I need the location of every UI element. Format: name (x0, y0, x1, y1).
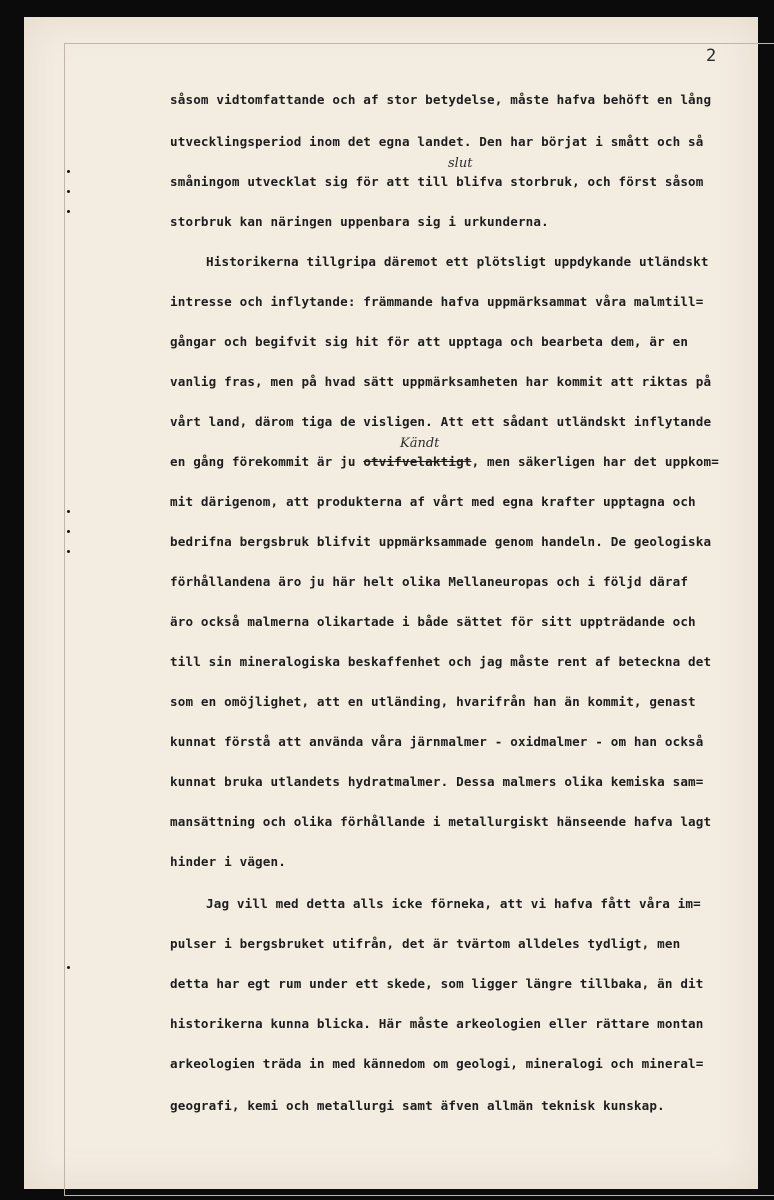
text-line-16: som en omöjlighet, att en utländing, hvarifrån han än kommit, genast (170, 694, 696, 709)
text-line-18: kunnat bruka utlandets hydratmalmer. Dessa malmers olika kemiska sam= (170, 774, 704, 789)
handwritten-insertion-kandt: Kändt (400, 436, 440, 451)
text-line-12: bedrifna bergsbruk blifvit uppmärksammade genom handeln. De geologiska (170, 534, 712, 549)
margin-mark (67, 170, 70, 173)
text-line-13: förhållandena äro ju här helt olika Mellaneuropas och i följd däraf (170, 574, 689, 589)
text-line-8: vanlig fras, men på hvad sätt uppmärksamheten har kommit att riktas på (170, 374, 712, 389)
margin-mark (67, 966, 70, 969)
text-line-20: hinder i vägen. (170, 854, 286, 869)
margin-mark (67, 550, 70, 553)
page-number: 2 (706, 46, 717, 66)
text-line-22: pulser i bergsbruket utifrån, det är tvärtom alldeles tydligt, men (170, 936, 681, 951)
text-line-14: äro också malmerna olikartade i både sättet för sitt uppträdande och (170, 614, 696, 629)
text-line-7: gångar och begifvit sig hit för att upptaga och bearbeta dem, är en (170, 334, 689, 349)
text-line-24: historikerna kunna blicka. Här måste arkeologien eller rättare montan (170, 1016, 704, 1031)
text-line-17: kunnat förstå att använda våra järnmalmer - oxidmalmer - om han också (170, 734, 704, 749)
margin-mark (67, 530, 70, 533)
text-line-19: mansättning och olika förhållande i metallurgiskt hänseende hafva lagt (170, 814, 712, 829)
handwritten-insertion-slut: slut (448, 156, 473, 171)
text-line-26: geografi, kemi och metallurgi samt äfven allmän teknisk kunskap. (170, 1098, 665, 1113)
text-line-10 (170, 454, 719, 469)
text-line-23: detta har egt rum under ett skede, som ligger längre tillbaka, än dit (170, 976, 704, 991)
margin-mark (67, 190, 70, 193)
text-line-2: utvecklingsperiod inom det egna landet. Den har börjat i smått och så (170, 134, 704, 149)
text-line-10-a: en gång förekommit är ju (170, 454, 364, 469)
text-line-9: vårt land, därom tiga de visligen. Att ett sådant utländskt inflytande (170, 414, 712, 429)
margin-mark (67, 210, 70, 213)
document-page (24, 17, 758, 1189)
text-line-15: till sin mineralogiska beskaffenhet och jag måste rent af beteckna det (170, 654, 712, 669)
text-line-1: såsom vidtomfattande och af stor betydelse, måste hafva behöft en lång (170, 92, 712, 107)
text-line-3: småningom utvecklat sig för att till blifva storbruk, och först såsom (170, 174, 704, 189)
margin-mark (67, 510, 70, 513)
struck-word: otvifvelaktigt (363, 454, 472, 469)
text-line-25: arkeologien träda in med kännedom om geologi, mineralogi och mineral= (170, 1056, 704, 1071)
text-line-21: Jag vill med detta alls icke förneka, att vi hafva fått våra im= (206, 896, 701, 911)
text-line-4: storbruk kan näringen uppenbara sig i urkunderna. (170, 214, 549, 229)
text-line-6: intresse och inflytande: främmande hafva uppmärksammat våra malmtill= (170, 294, 704, 309)
text-line-10-b: , men säkerligen har det uppkom= (471, 454, 719, 469)
text-line-11: mit därigenom, att produkterna af vårt med egna krafter upptagna och (170, 494, 696, 509)
text-line-5: Historikerna tillgripa däremot ett plötsligt uppdykande utländskt (206, 254, 709, 269)
